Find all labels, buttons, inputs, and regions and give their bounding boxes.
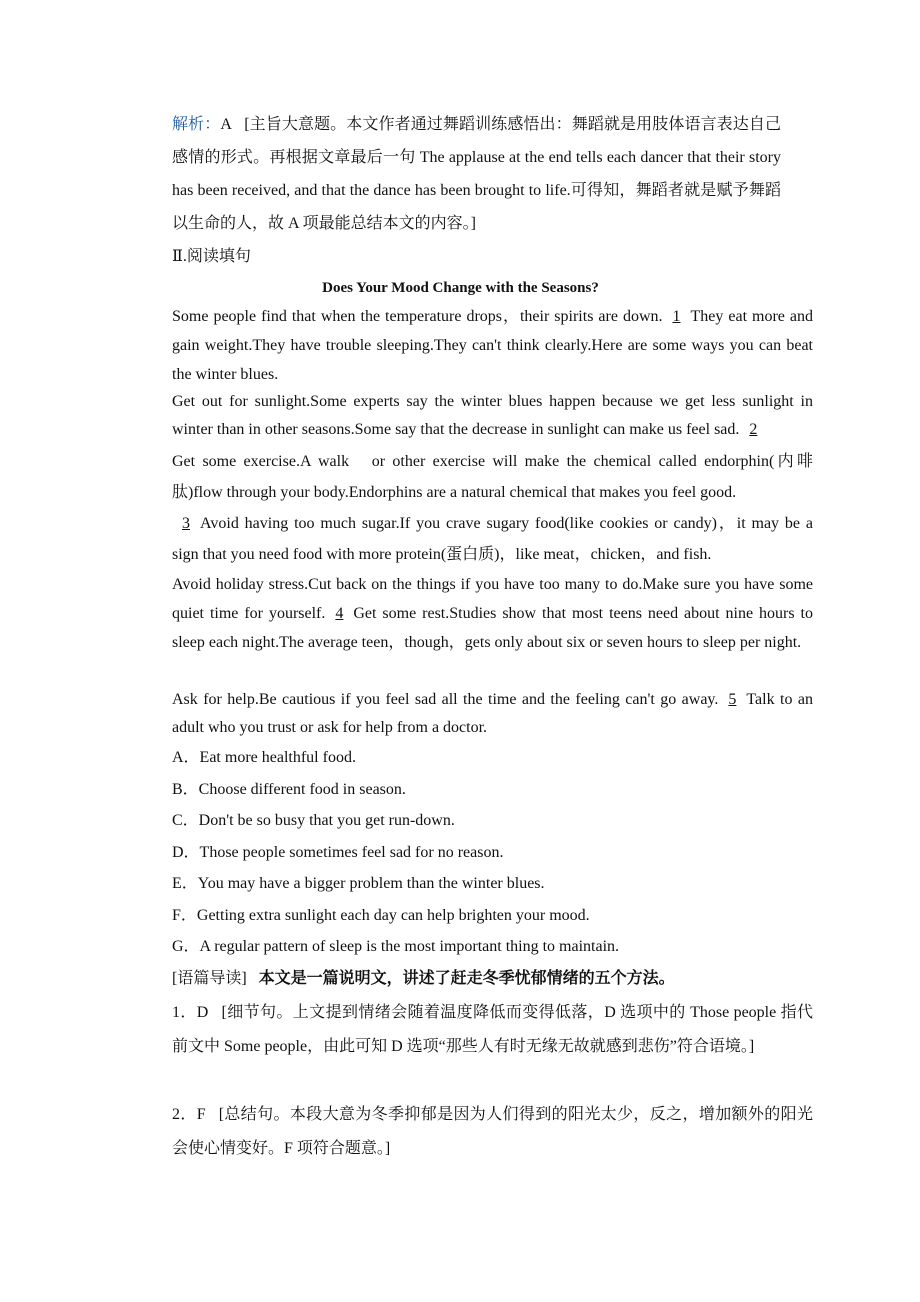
option-f: F．Getting extra sunlight each day can help brighten your mood. [172, 907, 590, 924]
blank-1: 1 [672, 308, 681, 325]
passage-paragraph-4: 3 Avoid having too much sugar.If you crave sugary food(like cookies or candy)，it may be a sign that you need food with more protein(蛋白质)，like meat，chicken，and fish. [172, 515, 813, 563]
answer-1 [140, 996, 813, 1064]
analysis-label: 解析： [172, 116, 221, 133]
answer-2-text: [总结句。本段大意为冬季抑郁是因为人们得到的阳光太少，反之，增加额外的阳光会使心情变好。F 项符合题意。] [172, 1106, 813, 1157]
option-a: A．Eat more healthful food. [172, 749, 356, 766]
option-e: E．You may have a bigger problem than the winter blues. [172, 875, 545, 892]
passage-paragraph-5: Avoid holiday stress.Cut back on the things if you have too many to do.Make sure you have some quiet time for yourself. 4 Get some rest.Studies show that most teens need about nine hours to sleep each night.The average teen，though，gets only about six or seven hours to sleep per night. [172, 576, 814, 651]
passage-guide [140, 964, 813, 994]
blank-4: 4 [335, 605, 344, 622]
passage-paragraph-6: Ask for help.Be cautious if you feel sad all the time and the feeling can't go away. 5 Talk to an adult who you trust or ask for help from a doctor. [172, 691, 814, 736]
option-c: C．Don't be so busy that you get run-down. [172, 812, 455, 829]
option-b: B．Choose different food in season. [172, 781, 406, 798]
option-d: D．Those people sometimes feel sad for no reason. [172, 844, 504, 861]
analysis-paragraph [140, 108, 781, 240]
blank-3: 3 [182, 515, 190, 532]
guide-text: 本文是一篇说明文，讲述了赶走冬季忧郁情绪的五个方法。 [258, 970, 675, 987]
analysis-text: [主旨大意题。本文作者通过舞蹈训练感悟出：舞蹈就是用肢体语言表达自己感情的形式。再根据文章最后一句 The applause at the end tells each dancer that their story has been received, and that the dance has been brought to life.可得知，舞蹈者就是赋予舞蹈以生命的人，故 A 项最能总结本文的内容。] [172, 116, 781, 232]
blank-5: 5 [728, 691, 737, 708]
option-g: G．A regular pattern of sleep is the most important thing to maintain. [172, 938, 620, 955]
analysis-answer: A [220, 116, 232, 133]
answer-2-number: 2．F [172, 1106, 206, 1123]
passage-paragraph-3: Get some exercise.A walk or other exercise will make the chemical called endorphin(内啡肽)flow through your body.Endorphins are a natural chemical that makes you feel good. [172, 453, 813, 501]
blank-2: 2 [749, 421, 758, 438]
answer-1-text: [细节句。上文提到情绪会随着温度降低而变得低落，D 选项中的 Those people 指代前文中 Some people，由此可知 D 选项“那些人有时无缘无故就感到悲伤”符合语境。] [172, 1004, 813, 1055]
answer-2 [140, 1098, 813, 1166]
passage-paragraph-1: Some people find that when the temperature drops，their spirits are down. 1 They eat more and gain weight.They have trouble sleeping.They can't think clearly.Here are some ways you can beat the winter blues. [172, 308, 814, 383]
passage-paragraph-2: Get out for sunlight.Some experts say the winter blues happen because we get less sunlight in winter than in other seasons.Some say that the decrease in sunlight can make us feel sad. 2 [172, 393, 813, 438]
passage-title: Does Your Mood Change with the Seasons? [322, 280, 599, 296]
guide-label: [语篇导读] [172, 970, 247, 987]
section-heading: Ⅱ.阅读填句 [172, 248, 251, 265]
answer-1-number: 1．D [172, 1004, 209, 1021]
